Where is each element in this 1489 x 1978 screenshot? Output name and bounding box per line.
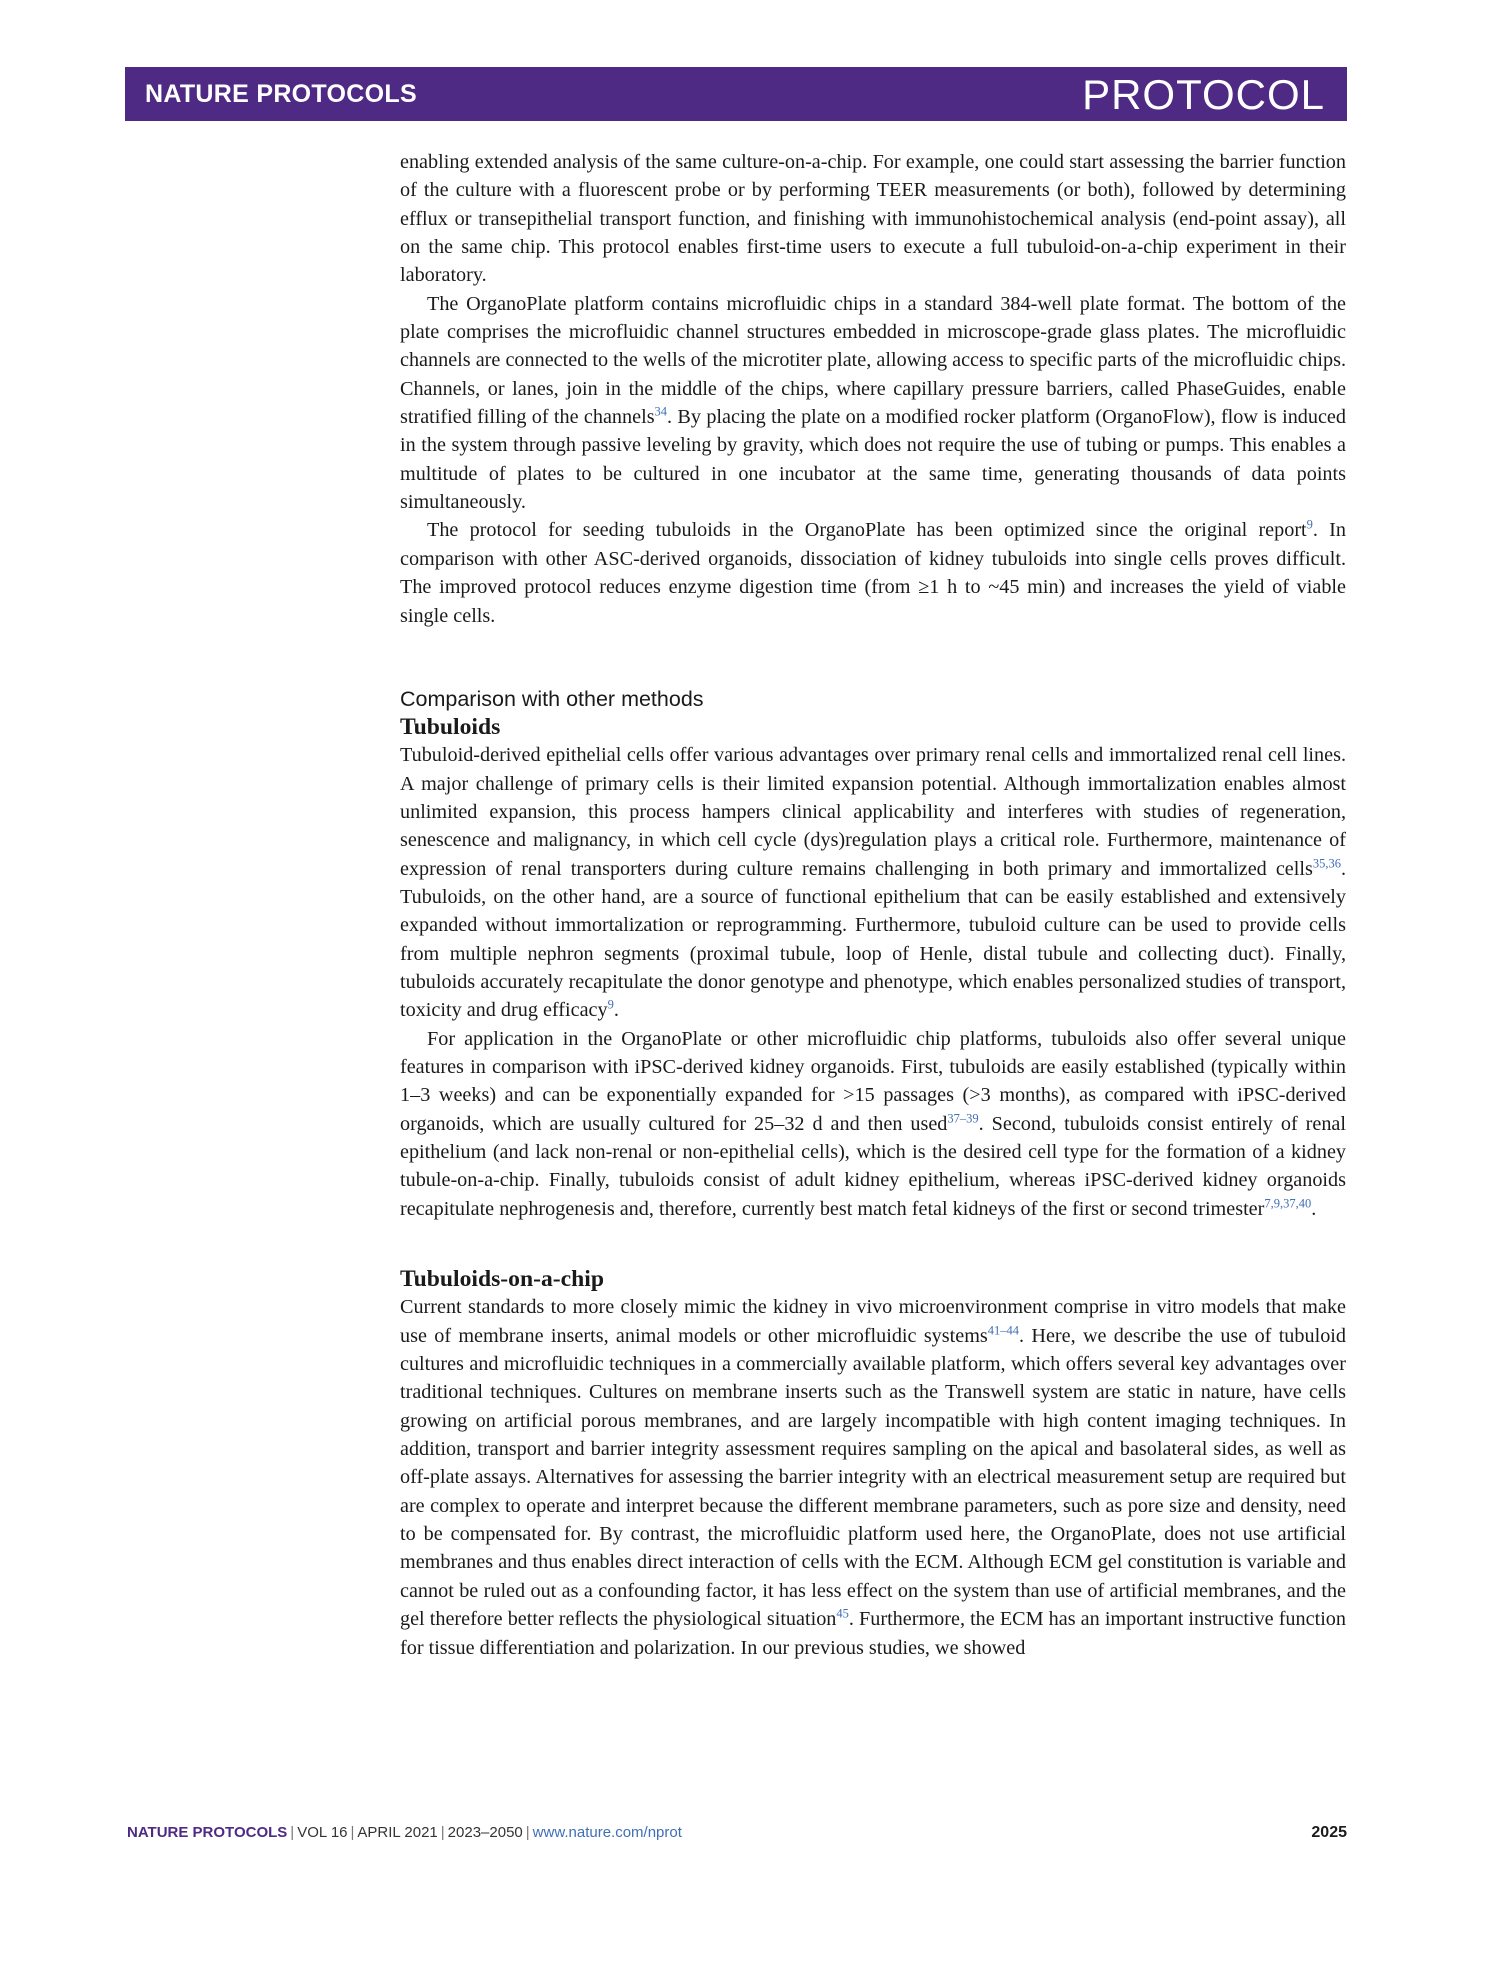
paragraph: The protocol for seeding tubuloids in the OrganoPlate has been optimized since the original report$^9$. In comparison with other ASC-derived organoids, dissociation of kidney tubuloids into single cells proves difficult. The improved protocol reduces enzyme digestion time (from ≥1 h to ~45 min) and increases the yield of viable single cells.	[400, 517, 1346, 627]
subsection-heading: Tubuloids	[400, 713, 501, 740]
paragraph: Tubuloid-derived epithelial cells offer various advantages over primary renal cells and immortalized renal cell lines. A major challenge of primary cells is their limited expansion potential. Although immortalization enables almost unlimited expansion, this process hampers clinical applicability and interferes with studies of regeneration, senescence and malignancy, in which cell cycle (dys)regulation plays a critical role. Furthermore, maintenance of expression of renal transporters during culture remains challenging in both primary and immortalized cells$^{35,36}$. Tubuloids, on the other hand, are a source of functional epithelium that can be easily established and extensively expanded without immortalization or reprogramming. Furthermore, tubuloid culture can be used to provide cells from multiple nephron segments (proximal tubule, loop of Henle, distal tubule and collecting duct). Finally, tubuloids accurately recapitulate the donor genotype and phenotype, which enables personalized studies of transport, toxicity and drug efficacy$^9$.	[400, 744, 1346, 1022]
reference-link[interactable]: 37–39	[947, 1110, 979, 1125]
subsection-heading: Tubuloids-on-a-chip	[400, 1266, 604, 1293]
footer-volume: VOL 16	[297, 1824, 348, 1841]
page-footer: NATURE PROTOCOLS | VOL 16 | APRIL 2021 | 2023–2050 | www.nature.com/nprot 2025	[127, 1824, 1347, 1841]
footer-journal: NATURE PROTOCOLS	[127, 1824, 288, 1841]
reference-link[interactable]: 41–44	[987, 1322, 1020, 1337]
reference-link[interactable]: 9	[607, 997, 614, 1012]
paragraph: The OrganoPlate platform contains microfluidic chips in a standard 384-well plate format. The bottom of the plate comprises the microfluidic channel structures embedded in microscope-grade glass plates. The microfluidic channels are connected to the wells of the microtiter plate, allowing access to specific parts of the microfluidic chips. Channels, or lanes, join in the middle of the chips, where capillary pressure barriers, called PhaseGuides, enable stratified filling of the channels$^{34}$. By placing the plate on a modified rocker platform (OrganoFlow), flow is induced in the system through passive leveling by gravity, which does not require the use of tubing or pumps. This enables a multitude of plates to be cultured in one incubator at the same time, generating thousands of data points simultaneously.	[400, 292, 1346, 514]
article-body	[400, 148, 1346, 1662]
footer-url-link[interactable]: www.nature.com/nprot	[532, 1824, 682, 1841]
reference-link[interactable]: 7,9,37,40	[1264, 1195, 1312, 1210]
article-type-label: PROTOCOL	[1082, 71, 1325, 118]
paragraph: enabling extended analysis of the same culture-on-a-chip. For example, one could start assessing the barrier function of the culture with a fluorescent probe or by performing TEER measurements (or both), followed by determining efflux or transepithelial transport function, and finishing with immunohistochemical analysis (end-point assay), all on the same chip. This protocol enables first-time users to execute a full tubuloid-on-a-chip experiment in their laboratory.	[400, 151, 1346, 287]
page-number: 2025	[1311, 1824, 1347, 1841]
section-heading: Comparison with other methods	[400, 686, 704, 711]
paragraph: For application in the OrganoPlate or other microfluidic chip platforms, tubuloids also offer several unique features in comparison with iPSC-derived kidney organoids. First, tubuloids are easily established (typically within 1–3 weeks) and can be exponentially expanded for >15 passages (>3 months), as compared with iPSC-derived organoids, which are usually cultured for 25–32 d and then used$^{37-39}$. Second, tubuloids consist entirely of renal epithelium (and lack non-renal or non-epithelial cells), which is the desired cell type for the formation of a kidney tubule-on-a-chip. Finally, tubuloids consist of adult kidney epithelium, whereas iPSC-derived kidney organoids recapitulate nephrogenesis and, therefore, currently best match fetal kidneys of the first or second trimester$^{7,9,37,40}$.	[400, 1027, 1346, 1220]
header-bar	[125, 67, 1347, 121]
footer-pages: 2023–2050	[447, 1824, 523, 1841]
reference-link[interactable]: 45	[836, 1606, 849, 1621]
reference-link[interactable]: 35,36	[1312, 855, 1341, 870]
paragraph: Current standards to more closely mimic the kidney in vivo microenvironment comprise in vitro models that make use of membrane inserts, animal models or other microfluidic systems$^{41-44}$. Here, we describe the use of tubuloid cultures and microfluidic techniques in a commercially available platform, which offers several key advantages over traditional techniques. Cultures on membrane inserts such as the Transwell system are static in nature, have cells growing on artificial porous membranes, and are largely incompatible with high content imaging techniques. In addition, transport and barrier integrity assessment requires sampling on the apical and basolateral sides, as well as off-plate assays. Alternatives for assessing the barrier integrity with an electrical measurement setup are required but are complex to operate and interpret because the different membrane parameters, such as pore size and density, need to be compensated for. By contrast, the microfluidic platform used here, the OrganoPlate, does not use artificial membranes and thus enables direct interaction of cells with the ECM. Although ECM gel constitution is variable and cannot be ruled out as a confounding factor, it has less effect on the system than use of artificial membranes, and the gel therefore better reflects the physiological situation$^{45}$. Furthermore, the ECM has an important instructive function for tissue differentiation and polarization. In our previous studies, we showed	[400, 1296, 1346, 1659]
reference-link[interactable]: 34	[654, 404, 668, 419]
journal-title: NATURE PROTOCOLS	[145, 80, 417, 108]
reference-link[interactable]: 9	[1306, 517, 1313, 532]
footer-date: APRIL 2021	[357, 1824, 438, 1841]
